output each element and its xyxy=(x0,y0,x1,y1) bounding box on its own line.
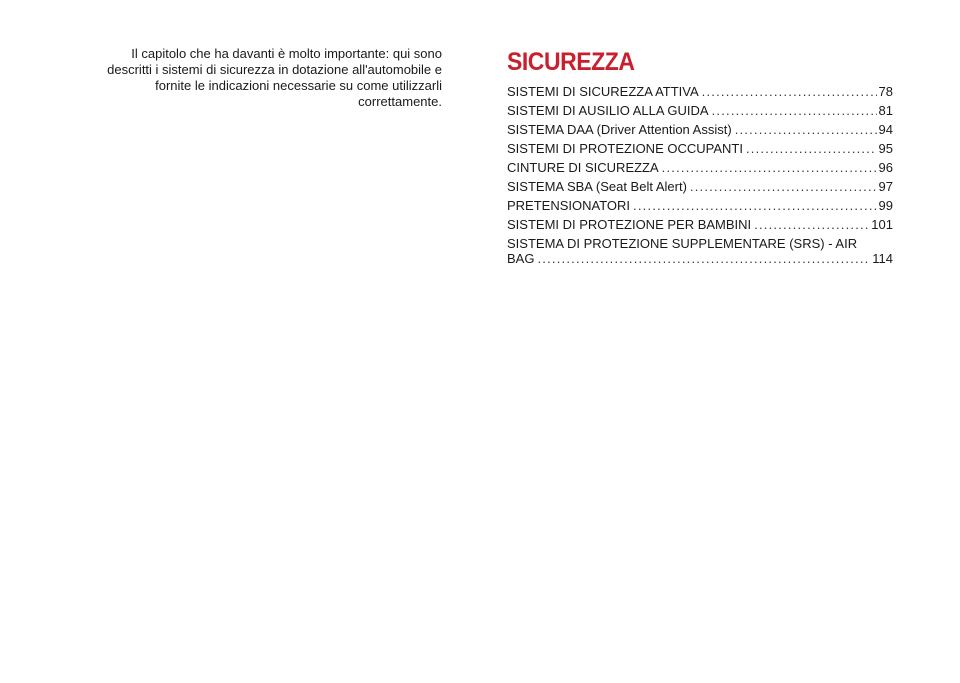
toc-label: SISTEMI DI PROTEZIONE OCCUPANTI xyxy=(507,141,743,156)
toc-page-number: 114 xyxy=(872,251,893,266)
intro-line: descritti i sistemi di sicurezza in dotazione all'automobile e xyxy=(107,62,442,77)
toc-page-number: 101 xyxy=(871,217,893,232)
toc-label: PRETENSIONATORI xyxy=(507,198,631,213)
toc-page-number: 94 xyxy=(878,122,893,137)
toc-label-continuation: BAG xyxy=(507,251,535,266)
toc-item-sistema-sba[interactable] xyxy=(507,179,893,194)
intro-line: correttamente. xyxy=(358,94,442,109)
toc-page-number: 95 xyxy=(878,141,893,156)
table-of-contents xyxy=(507,48,893,270)
toc-leader-dots xyxy=(712,103,877,118)
toc-item-sistemi-protezione-bambini[interactable] xyxy=(507,217,893,232)
toc-item-sistema-daa[interactable] xyxy=(507,122,893,137)
intro-line: fornite le indicazioni necessarie su come utilizzarli xyxy=(155,78,442,93)
toc-item-sistemi-sicurezza-attiva[interactable] xyxy=(507,84,893,99)
toc-page-number: 97 xyxy=(878,179,893,194)
toc-leader-dots xyxy=(735,122,877,137)
chapter-title: SICUREZZA xyxy=(507,48,635,76)
chapter-intro xyxy=(96,46,442,110)
toc-leader-dots xyxy=(754,217,869,232)
toc-item-srs-air-bag[interactable] xyxy=(507,236,893,266)
toc-label: SISTEMI DI PROTEZIONE PER BAMBINI xyxy=(507,217,752,232)
toc-leader-dots xyxy=(662,160,877,175)
toc-leader-dots xyxy=(746,141,877,156)
toc-label: SISTEMA DI PROTEZIONE SUPPLEMENTARE (SRS) - AIR xyxy=(507,236,858,251)
toc-item-sistemi-protezione-occupanti[interactable] xyxy=(507,141,893,156)
toc-leader-dots xyxy=(690,179,877,194)
toc-item-pretensionatori[interactable] xyxy=(507,198,893,213)
intro-line: Il capitolo che ha davanti è molto importante: qui sono xyxy=(131,46,442,61)
toc-page-number: 81 xyxy=(878,103,893,118)
toc-item-cinture-sicurezza[interactable] xyxy=(507,160,893,175)
toc-label: SISTEMA SBA (Seat Belt Alert) xyxy=(507,179,687,194)
toc-list xyxy=(507,84,893,266)
toc-label: SISTEMA DAA (Driver Attention Assist) xyxy=(507,122,732,137)
toc-label: SISTEMI DI AUSILIO ALLA GUIDA xyxy=(507,103,709,118)
toc-item-sistemi-ausilio-guida[interactable] xyxy=(507,103,893,118)
toc-leader-dots xyxy=(702,84,877,99)
toc-page-number: 99 xyxy=(878,198,893,213)
toc-page-number: 96 xyxy=(878,160,893,175)
toc-page-number: 78 xyxy=(878,84,893,99)
toc-leader-dots xyxy=(537,251,870,266)
toc-label: SISTEMI DI SICUREZZA ATTIVA xyxy=(507,84,699,99)
toc-label: CINTURE DI SICUREZZA xyxy=(507,160,659,175)
toc-leader-dots xyxy=(633,198,876,213)
